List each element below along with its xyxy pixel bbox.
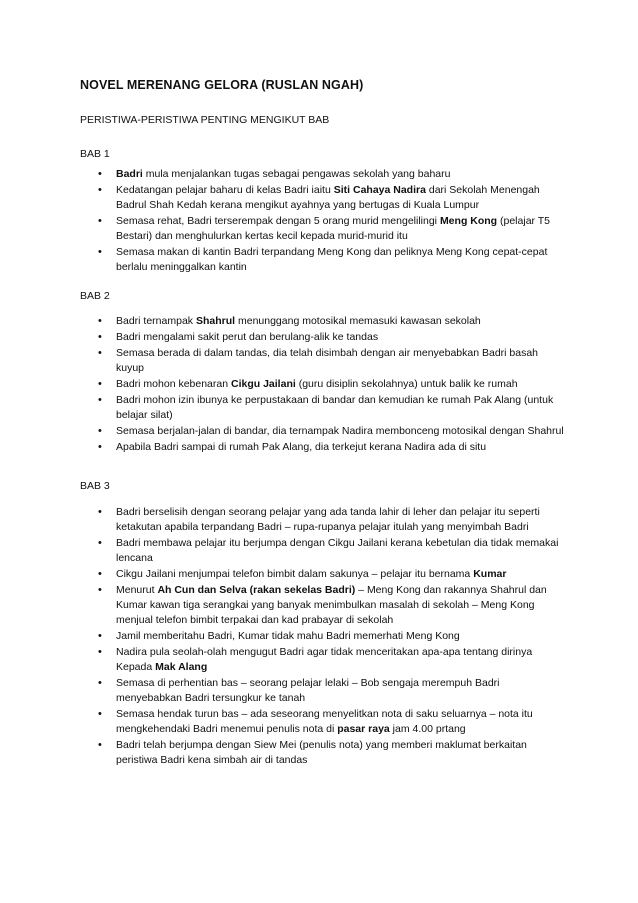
bab-2-list (116, 314, 566, 456)
list-item: • Jamil memberitahu Badri, Kumar tidak mahu Badri memerhati Meng Kong (116, 629, 566, 644)
bab-1-list (116, 167, 566, 276)
list-item: • Semasa hendak turun bas – ada seseorang menyelitkan nota di saku seluarnya – nota itu mengkehendaki Badri menemui penulis nota di pasar raya jam 4.00 prtang (116, 707, 566, 737)
list-item: • Badri mohon izin ibunya ke perpustakaan di bandar dan kemudian ke rumah Pak Alang (untuk belajar silat) (116, 393, 566, 423)
document-title: NOVEL MERENANG GELORA (RUSLAN NGAH) (80, 78, 364, 92)
list-item: • Badri berselisih dengan seorang pelajar yang ada tanda lahir di leher dan pelajar itu seperti ketakutan apabila terpandang Badri – rupa-rupanya pelajar itulah yang menyimbah Badri (116, 505, 566, 535)
bab-3-list (116, 505, 566, 769)
document-subtitle: PERISTIWA-PERISTIWA PENTING MENGIKUT BAB (80, 114, 330, 126)
list-item: • Apabila Badri sampai di rumah Pak Alang, dia terkejut kerana Nadira ada di situ (116, 440, 566, 455)
list-item: • Badri mula menjalankan tugas sebagai pengawas sekolah yang baharu (116, 167, 566, 182)
list-item: • Badri mohon kebenaran Cikgu Jailani (guru disiplin sekolahnya) untuk balik ke rumah (116, 377, 566, 392)
list-item: • Semasa berada di dalam tandas, dia telah disimbah dengan air menyebabkan Badri basah kuyup (116, 346, 566, 376)
list-item: • Nadira pula seolah-olah mengugut Badri agar tidak menceritakan apa-apa tentang dirinya Kepada Mak Alang (116, 645, 566, 675)
list-item: • Menurut Ah Cun dan Selva (rakan sekelas Badri) – Meng Kong dan rakannya Shahrul dan Kumar kawan tiga serangkai yang banyak menimbulkan masalah di sekolah – Meng Kong menjual telefon bimbit terpakai dan kad prabayar di sekolah (116, 583, 566, 628)
list-item: • Semasa di perhentian bas – seorang pelajar lelaki – Bob sengaja merempuh Badri menyebabkan Badri tersungkur ke tanah (116, 676, 566, 706)
list-item: • Semasa makan di kantin Badri terpandang Meng Kong dan peliknya Meng Kong cepat-cepat berlalu meninggalkan kantin (116, 245, 566, 275)
list-item: • Semasa rehat, Badri terserempak dengan 5 orang murid mengelilingi Meng Kong (pelajar T5 Bestari) dan menghulurkan kertas kecil kepada murid-murid itu (116, 214, 566, 244)
list-item: • Badri ternampak Shahrul menunggang motosikal memasuki kawasan sekolah (116, 314, 566, 329)
list-item: • Badri mengalami sakit perut dan berulang-alik ke tandas (116, 330, 566, 345)
bab-3-heading: BAB 3 (80, 480, 110, 492)
list-item: • Semasa berjalan-jalan di bandar, dia ternampak Nadira membonceng motosikal dengan Shahrul (116, 424, 566, 439)
bab-2-heading: BAB 2 (80, 290, 110, 302)
bab-1-heading: BAB 1 (80, 148, 110, 160)
list-item: • Kedatangan pelajar baharu di kelas Badri iaitu Siti Cahaya Nadira dari Sekolah Menengah Badrul Shah Kedah kerana mengikut ayahnya yang bertugas di Kuala Lumpur (116, 183, 566, 213)
list-item: • Badri membawa pelajar itu berjumpa dengan Cikgu Jailani kerana kebetulan dia tidak memakai lencana (116, 536, 566, 566)
list-item: • Cikgu Jailani menjumpai telefon bimbit dalam sakunya – pelajar itu bernama Kumar (116, 567, 566, 582)
list-item: • Badri telah berjumpa dengan Siew Mei (penulis nota) yang memberi maklumat berkaitan peristiwa Badri kena simbah air di tandas (116, 738, 566, 768)
